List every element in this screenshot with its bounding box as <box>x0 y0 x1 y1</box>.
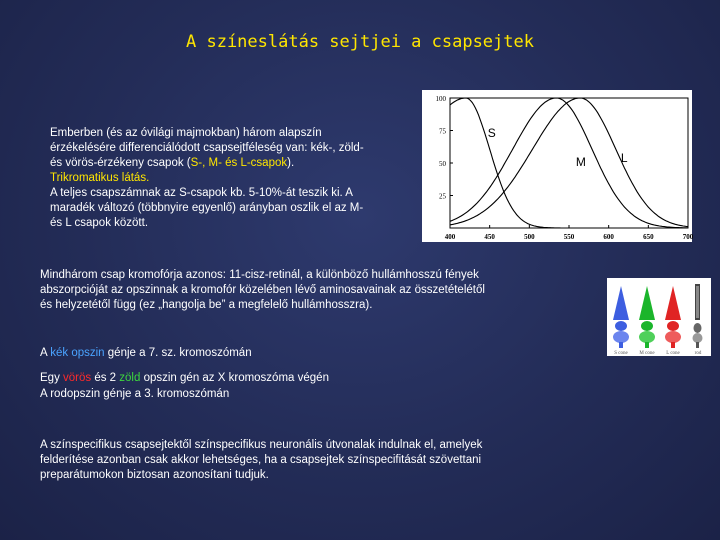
rod-caption: rod <box>694 351 702 356</box>
intro-line-6: maradék változó (többnyire egyenlő) arányban oszlik el az M- <box>50 202 364 214</box>
x-tick-label: 450 <box>484 233 495 241</box>
y-tick-label: 75 <box>439 127 446 136</box>
intro-line-3-suffix: ). <box>287 157 295 169</box>
x-tick-label: 600 <box>603 233 614 241</box>
chromophore-line-2: abszorpcióját az opszinnak a kromofór közelében lévő aminosavainak az összetételétől <box>40 284 485 296</box>
intro-line-5: A teljes csapszámnak az S-csapok kb. 5-10%-át teszik ki. A <box>50 187 353 199</box>
absorption-spectrum-chart <box>422 90 692 242</box>
y-tick-label: 50 <box>439 160 446 168</box>
intro-line-7: és L csapok között. <box>50 217 149 229</box>
cone-cells-illustration <box>607 278 711 356</box>
red-green-prefix: Egy <box>40 372 64 384</box>
x-tick-label: 650 <box>643 233 654 241</box>
spectrum-svg <box>422 90 692 242</box>
cone-cells-svg <box>607 278 711 356</box>
curve-s <box>450 98 688 228</box>
blue-opsin-suffix: génje a 7. sz. kromoszómán <box>104 347 252 359</box>
red-word: vörös <box>63 372 92 384</box>
m-cone-caption: M cone <box>639 351 655 356</box>
pathways-line-2: felderítése azonban csak akkor lehetséges, ha a csapsejtek színspecifitását szövettani <box>40 454 482 466</box>
blue-opsin-prefix: A <box>40 347 51 359</box>
curve-m <box>450 98 688 228</box>
s-cone-caption: S cone <box>614 351 628 356</box>
intro-paragraph <box>50 126 415 231</box>
x-tick-label: 550 <box>563 233 575 241</box>
rhodopsin-line: A rodopszin génje a 3. kromoszómán <box>40 388 230 400</box>
red-green-suffix: opszin gén az X kromoszóma végén <box>140 372 329 384</box>
curve-l <box>450 98 688 227</box>
pathways-line-3: preparátumokon biztosan azonosítani tudjuk. <box>40 469 269 481</box>
chromophore-line-1: Mindhárom csap kromofórja azonos: 11-cisz-retinál, a különböző hullámhosszú fények <box>40 269 479 281</box>
x-tick-label: 400 <box>444 233 456 241</box>
plot-frame <box>450 98 688 228</box>
green-word: zöld <box>119 372 141 384</box>
series-label-s: S <box>487 126 496 140</box>
slide-title: A színeslátás sejtjei a csapsejtek <box>186 32 534 52</box>
y-tick-label: 25 <box>439 192 446 201</box>
intro-line-2: érzékelésére differenciálódott csapsejtféleség van: kék-, zöld- <box>50 142 364 154</box>
x-tick-label: 500 <box>524 233 535 241</box>
red-green-mid: és 2 <box>91 372 120 384</box>
l-cone-caption: L cone <box>666 351 680 356</box>
red-green-opsin-line <box>40 371 329 386</box>
series-label-l: L <box>620 151 628 165</box>
blue-opsin-word: kék opszin <box>50 347 105 359</box>
blue-opsin-line <box>40 346 252 361</box>
neural-pathways-paragraph <box>40 438 540 483</box>
chromophore-paragraph <box>40 268 560 313</box>
intro-line-1: Emberben (és az óvilági majmokban) három alapszín <box>50 127 322 139</box>
cone-types-highlight: S-, M- és L-csapok <box>190 157 288 169</box>
series-label-m: M <box>575 155 586 169</box>
x-tick-label: 700 <box>682 233 694 241</box>
intro-line-3 <box>50 156 415 171</box>
trichromacy-label: Trikromatikus látás. <box>50 172 150 184</box>
pathways-line-1: A színspecifikus csapsejtektől színspecifikus neuronális útvonalak indulnak el, amelyek <box>40 439 483 451</box>
y-tick-label: 100 <box>435 95 446 103</box>
chromophore-line-3: és helyzetétől függ (ez „hangolja be” a megfelelő hullámhosszra). <box>40 299 373 311</box>
intro-line-3-prefix: és vörös-érzékeny csapok ( <box>50 157 191 169</box>
